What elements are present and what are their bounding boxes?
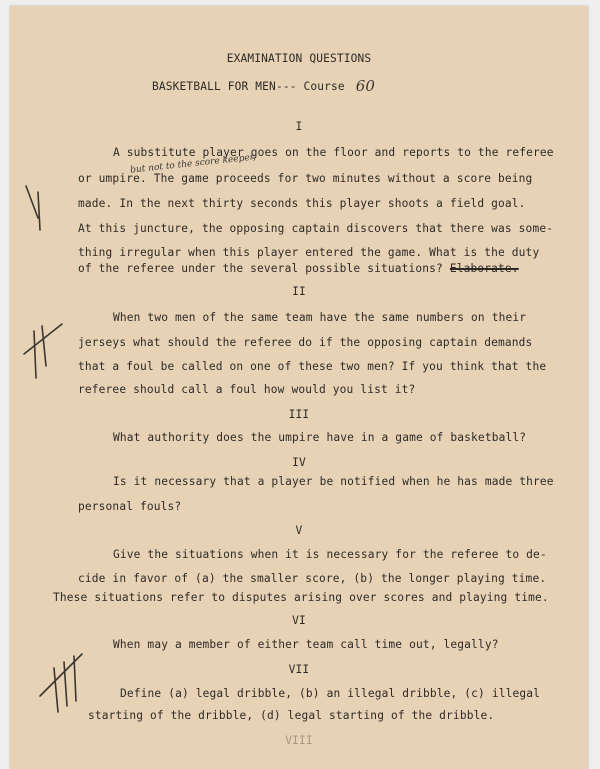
margin-mark-3 [40,654,82,712]
next-section-numeral: VIII [285,734,313,747]
section-numeral-7: VII [288,663,310,676]
section-numeral-3: III [288,408,310,421]
section-5-line-2: cide in favor of (a) the smaller score, (b) the longer playing time. [78,572,547,585]
course-label: BASKETBALL FOR MEN--- Course [152,80,345,93]
section-2-line-4: referee should call a foul how would you list it? [78,383,416,396]
margin-mark-1 [26,186,40,230]
section-1-line-3: made. In the next thirty seconds this player shoots a field goal. [78,197,526,210]
section-4-line-1: Is it necessary that a player be notified when he has made three [113,475,554,488]
section-numeral-4: IV [292,456,306,469]
section-numeral-5: V [295,524,303,537]
page-title: EXAMINATION QUESTIONS [226,52,372,65]
section-3-line-1: What authority does the umpire have in a game of basketball? [113,431,527,444]
section-2-line-3: that a foul be called on one of these two men? If you think that the [78,360,547,373]
section-numeral-6: VI [292,614,306,627]
section-numeral-2: II [292,285,306,298]
section-6-line-1: When may a member of either team call time out, legally? [113,638,499,651]
margin-marks [10,6,588,769]
section-1-line-6-text: of the referee under the several possible situations? [78,262,443,275]
handwritten-insertion: but not to the score keeper, [129,152,257,176]
section-7-line-2: starting of the dribble, (d) legal starting of the dribble. [88,709,495,722]
section-2-line-2: jerseys what should the referee do if the opposing captain demands [78,336,533,349]
course-number: 60 [355,77,376,95]
section-5-line-1: Give the situations when it is necessary for the referee to de- [113,548,547,561]
section-1-line-2: or umpire. The game proceeds for two minutes without a score being [78,172,533,185]
section-5-line-3: These situations refer to disputes arising over scores and playing time. [53,591,549,604]
section-1-line-4: At this juncture, the opposing captain discovers that there was some- [78,222,554,235]
section-7-line-1: Define (a) legal dribble, (b) an illegal dribble, (c) illegal [120,687,541,700]
section-4-line-2: personal fouls? [78,500,182,513]
section-2-line-1: When two men of the same team have the same numbers on their [113,311,527,324]
section-1-line-1: A substitute player goes on the floor and reports to the referee [113,146,554,159]
section-numeral-1: I [295,120,303,133]
struck-word: Elaborate. [449,262,519,275]
section-1-line-5: thing irregular when this player entered the game. What is the duty [78,246,540,259]
exam-page [10,6,588,769]
margin-mark-2 [24,324,62,378]
